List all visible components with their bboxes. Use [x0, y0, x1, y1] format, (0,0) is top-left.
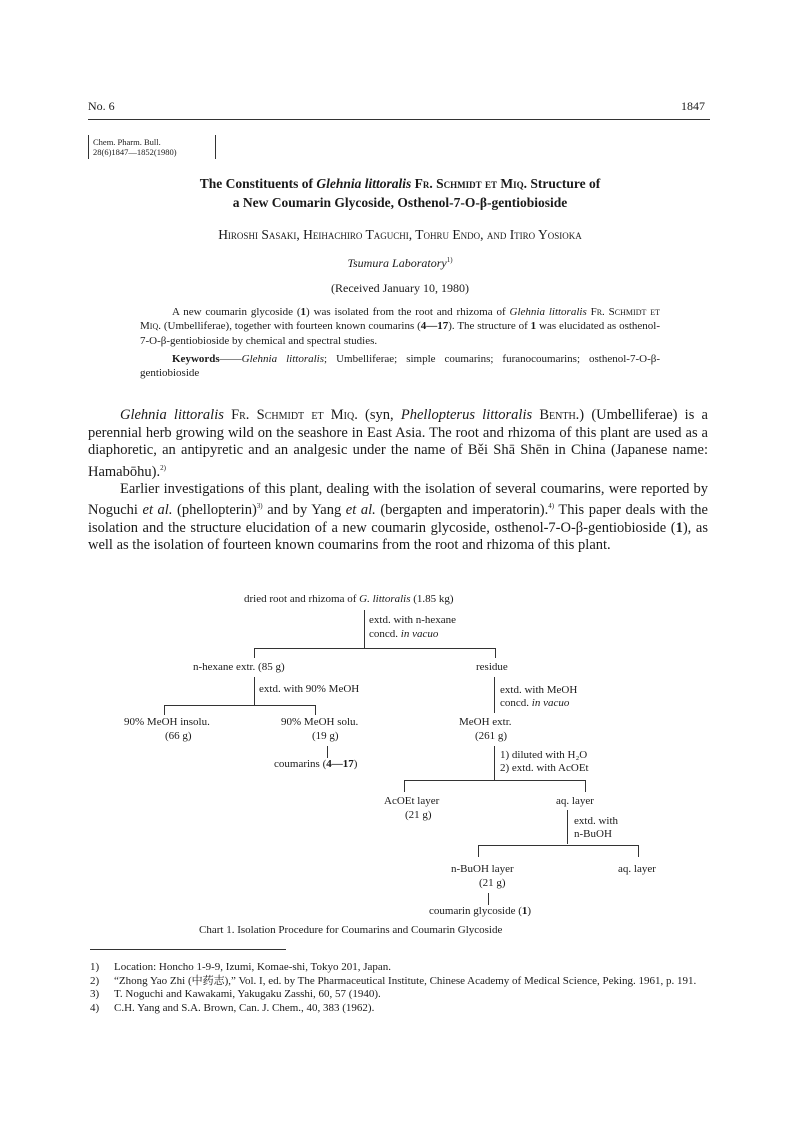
body-etal: et al. [142, 502, 173, 519]
aqueous-layer-1: aq. layer [556, 795, 594, 807]
meoh-soluble: 90% MeOH solu. [281, 716, 359, 728]
affiliation [100, 256, 700, 271]
body-part: (syn, [357, 407, 401, 423]
keywords [140, 352, 660, 381]
branch-line [478, 845, 639, 846]
journal-volume: 28(6)1847—1852(1980) [93, 147, 177, 157]
coumarins-result [274, 758, 357, 770]
acoet-layer: AcOEt layer [384, 795, 440, 807]
chart-text: dried root and rhizoma of [244, 593, 360, 605]
keyword-genus: Glehnia littoralis [241, 352, 325, 365]
body-authority: Fr. Schmidt et Miq. [223, 407, 358, 423]
acoet-layer-weight: (21 g) [405, 809, 432, 821]
title-genus: Glehnia littoralis [316, 176, 412, 191]
chart-text: ) [353, 758, 358, 770]
body-part: and by Yang [262, 502, 346, 519]
step-label-italic: in vacuo [531, 697, 570, 709]
compound-ref: 1 [675, 519, 683, 536]
footnote-2 [90, 975, 710, 989]
compound-ref: 1 [521, 905, 528, 917]
step-label: 2) extd. with AcOEt [500, 762, 589, 774]
flow-line [315, 705, 316, 715]
final-product [429, 905, 531, 917]
authors: Hiroshi Sasaki, Heihachiro Taguchi, Tohru Endo, and Itiro Yosioka [218, 227, 582, 242]
chart-caption: Chart 1. Isolation Procedure for Coumarins and Coumarin Glycoside [199, 924, 503, 936]
step-meoh-extraction [500, 684, 577, 710]
hexane-extract: n-hexane extr. (85 g) [193, 661, 285, 673]
meoh-extract: MeOH extr. [459, 716, 512, 728]
footnote-number: 3) [90, 988, 100, 1000]
meoh-soluble-weight: (19 g) [312, 730, 339, 742]
flow-line [495, 648, 496, 658]
chart-text: (1.85 kg) [410, 593, 454, 605]
step-label: concd. [369, 628, 401, 640]
step-label-italic: in vacuo [400, 628, 439, 640]
abstract [140, 305, 660, 380]
flow-line [164, 705, 165, 715]
footnote-number: 1) [90, 961, 100, 973]
abstract-part: ). The structure of [448, 320, 531, 333]
title-line-2: a New Coumarin Glycoside, Osthenol-7-O-β-gentiobioside [232, 195, 568, 210]
footnote-3 [90, 988, 710, 1002]
step-hexane-extraction [369, 613, 456, 641]
flow-line [478, 845, 479, 857]
step-label: n-BuOH [574, 828, 612, 840]
compound-ref: 1 [530, 320, 537, 333]
footnote-text: Location: Honcho 1-9-9, Izumi, Komae-shi, Tokyo 201, Japan. [114, 961, 392, 973]
keywords-dash: —— [219, 352, 242, 365]
footnote-ref: 4) [548, 502, 555, 511]
buoh-layer-weight: (21 g) [479, 877, 506, 889]
keywords-list: ; Umbelliferae; simple coumarins; furanocoumarins; osthenol-7-O-β-gentiobioside [140, 352, 660, 380]
residue: residue [476, 661, 508, 673]
article-title [100, 174, 700, 212]
page-number: 1847 [681, 99, 705, 113]
flow-line [364, 610, 365, 648]
body-synonym: Phellopterus littoralis [400, 407, 533, 423]
flow-line [327, 746, 328, 758]
footnote-1 [90, 961, 710, 975]
abstract-authority: Fr. Schmidt et Miq. [140, 306, 661, 333]
flow-line [567, 810, 568, 844]
body-synonym-authority: Benth. [532, 407, 580, 423]
abstract-part: A new coumarin glycoside ( [172, 306, 301, 318]
branch-line [164, 705, 316, 706]
footnote-number: 4) [90, 1001, 100, 1014]
journal-reference [88, 135, 216, 159]
footnote-text: T. Noguchi and Kawakami, Yakugaku Zasshi, 60, 57 (1940). [114, 988, 381, 1000]
step-label: 1) diluted with H₂O [500, 749, 588, 761]
body-part: (phellopterin) [172, 502, 257, 519]
step-acoet-extraction [500, 749, 589, 775]
journal-name: Chem. Pharm. Bull. [93, 137, 161, 147]
received-date: (Received January 10, 1980) [331, 281, 469, 295]
abstract-part: ) was isolated from the root and rhizoma of [306, 306, 510, 318]
paragraph-1 [88, 407, 708, 481]
start-material [244, 593, 454, 605]
footnotes [90, 961, 710, 1015]
meoh-insoluble-weight: (66 g) [165, 730, 192, 742]
footnote-text: C.H. Yang and S.A. Brown, Can. J. Chem., 40, 383 (1962). [114, 1001, 375, 1014]
footnote-ref: 3) [256, 502, 263, 511]
flow-line [585, 780, 586, 792]
chart-text: coumarin glycoside ( [429, 905, 522, 917]
flow-line [404, 780, 405, 792]
buoh-layer: n-BuOH layer [451, 863, 514, 875]
chart-text: ) [527, 905, 532, 917]
keywords-label: Keywords [172, 352, 220, 365]
chart-text: coumarins ( [274, 758, 327, 770]
flow-line [254, 677, 255, 705]
aqueous-layer-2: aq. layer [618, 863, 656, 875]
step-buoh-extraction [574, 815, 618, 841]
compound-ref: 1 [300, 306, 307, 318]
compound-range-ref: 4—17 [420, 320, 449, 333]
body-part: (bergapten and imperatorin). [375, 502, 549, 519]
title-suffix: Structure of [527, 176, 601, 191]
meoh-insoluble: 90% MeOH insolu. [124, 716, 210, 728]
branch-line [404, 780, 586, 781]
abstract-text [140, 305, 660, 348]
branch-line [254, 648, 496, 649]
abstract-part: (Umbelliferae), together with fourteen known coumarins ( [160, 320, 421, 333]
footnote-ref: 2) [160, 463, 166, 472]
step-label: extd. with MeOH [500, 684, 578, 696]
paragraph-2 [88, 481, 708, 555]
flow-line [494, 746, 495, 780]
footnote-rule [90, 949, 286, 950]
body-part: ) (Umbelliferae) is a perennial herb growing wild on the seashore in East Asia. The root and rhizoma of this plant are used as a diaphoretic, an antipyretic and an analgesic under the name of Běi Shā Shēn in China (Japanese name: Hamabōhu). [88, 407, 708, 480]
abstract-part: was elucidated as osthenol-7-O-β-gentiobioside by chemical and spectral studies. [140, 320, 661, 347]
compound-range-ref: 4—17 [326, 758, 354, 770]
header-rule [88, 119, 710, 120]
chart-species: G. littoralis [359, 593, 411, 605]
step-label: extd. with [574, 815, 618, 827]
footnote-number: 2) [90, 974, 100, 987]
title-prefix: The Constituents of [199, 176, 317, 191]
footnote-4 [90, 1002, 710, 1016]
affiliation-footnote-ref: 1) [446, 256, 453, 264]
step-label: concd. [500, 697, 532, 709]
abstract-genus: Glehnia littoralis [509, 306, 587, 318]
body-genus: Glehnia littoralis [120, 407, 224, 423]
running-header-label: No. 6 [88, 99, 115, 113]
flow-line [494, 677, 495, 713]
step-meoh-90: extd. with 90% MeOH [259, 683, 360, 695]
flow-line [638, 845, 639, 857]
title-authority: Fr. Schmidt et Miq. [411, 176, 528, 191]
flow-line [488, 893, 489, 905]
meoh-extract-weight: (261 g) [475, 730, 508, 742]
body-text [88, 407, 708, 555]
affiliation-name: Tsumura Laboratory [347, 256, 447, 270]
body-etal: et al. [345, 502, 376, 519]
footnote-text: “Zhong Yao Zhi (中药志),” Vol. I, ed. by The Pharmaceutical Institute, Chinese Academy of Medical Science, Peking. 1961, p. 191. [114, 974, 697, 987]
body-part: Earlier investigations of this plant, dealing with the isolation of several coumarins, were reported by Noguchi [88, 480, 708, 519]
flow-line [254, 648, 255, 658]
body-part: ), as well as the isolation of fourteen known coumarins from the root and rhizoma of this plant. [88, 519, 708, 554]
body-part: This paper deals with the isolation and the structure elucidation of a new coumarin glycoside, osthenol-7-O-β-gentiobioside ( [88, 502, 708, 536]
step-label: extd. with n-hexane [369, 614, 457, 626]
